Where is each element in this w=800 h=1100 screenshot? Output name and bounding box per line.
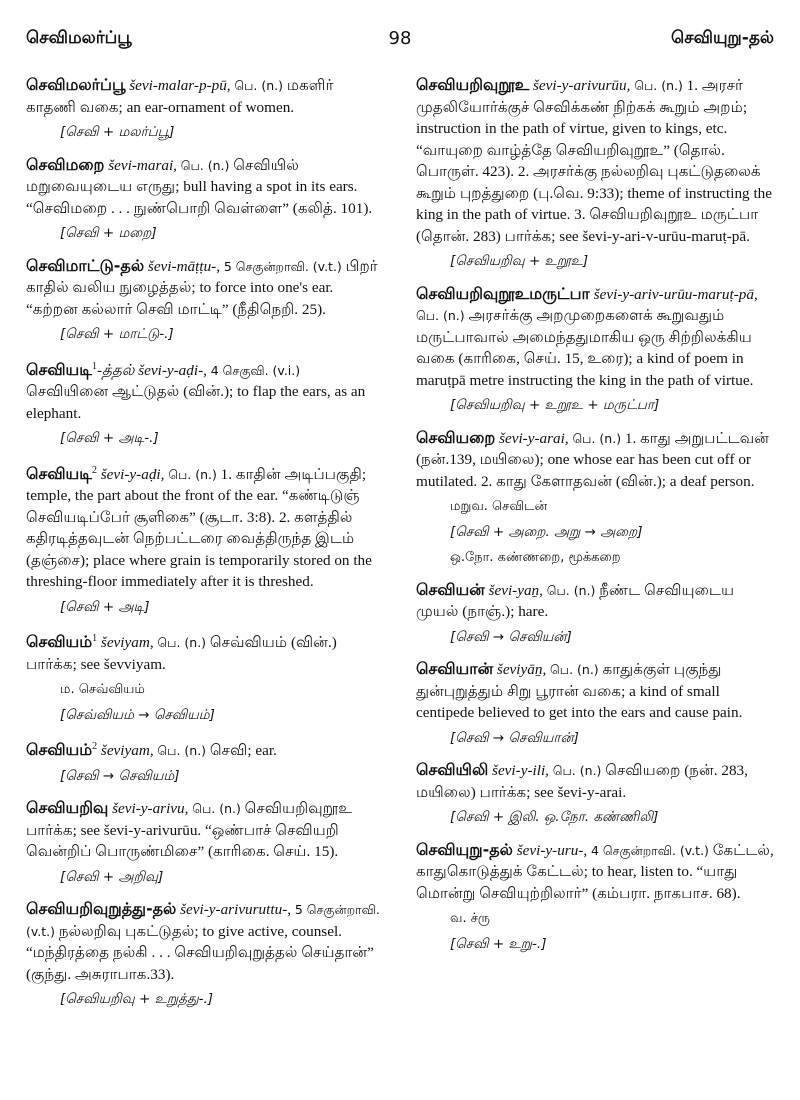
definition: செவியில் மறுவையுடைய எருது; bull having a spot in its ears. “செவிமறை . . . நுண்பொறி வெள்ளை” (கலித். 101). (26, 156, 373, 217)
transliteration: -த்தல் ševi-y-aḍi-, (96, 361, 207, 379)
headword: செவியிலி (416, 760, 489, 779)
etymology: [செவி + மறை] (60, 225, 157, 241)
definition: செவியினை ஆட்டுதல் (வின்.); to flap the ears, as an elephant. (26, 383, 366, 422)
header-right-guideword: செவியுறு-தல் (670, 28, 774, 48)
etymology: [செவி + மலர்ப்பூ] (60, 124, 175, 140)
transliteration: ševi-yaṉ, (488, 581, 543, 599)
headword: செவிமலர்ப்பூ (26, 75, 126, 94)
etymology: [செவி → செவியம்] (60, 767, 180, 784)
homonym-number: 2 (91, 464, 97, 476)
etymology: [செவியறிவு + உறூஉ] (450, 253, 589, 269)
definition: செவி; ear. (209, 742, 277, 760)
transliteration: ševi-y-arivurūu, (533, 77, 631, 94)
headword: செவியடி (26, 359, 92, 379)
etymology: [செவி + உறு-.] (450, 935, 547, 952)
dictionary-entry (26, 255, 386, 346)
grammar-label: 5 செகுன்றாவி. (v.t.) (223, 258, 342, 274)
headword: செவியறிவுறூஉ (416, 75, 530, 94)
transliteration: ševi-y-arivuruttu-, (180, 901, 292, 919)
header-left-guideword: செவிமலர்ப்பூ (26, 28, 132, 48)
transliteration: ševi-y-aḍi, (100, 465, 165, 483)
transliteration: ševiyam, (100, 634, 154, 652)
grammar-label: பெ. (n.) (546, 582, 596, 598)
dictionary-entry (26, 628, 386, 726)
page-number: 98 (388, 28, 412, 49)
etymology: [செவியறிவு + உறுத்து-.] (60, 991, 214, 1008)
headword: செவியம் (26, 740, 93, 760)
headword: செவியான் (416, 659, 494, 678)
definition: 1. காதின் அடிப்பகுதி; temple, the part about the front of the ear. “கண்டிடுஞ் செவியடிப்பேர் சூளிகை” (சூடா. 3:8). 2. களத்தில் கதிரடித்தவுடன் நெற்பட்டரை வைத்திருந்த இடம் (தஞ்சை); place where grain is temporarily stored on the threshing-floor immediately after it is threshed. (26, 465, 372, 591)
etymology: [செவி + அறிவு] (60, 868, 164, 885)
grammar-label: 5 செகுன்றாவி. (v.t.) (26, 902, 380, 939)
dictionary-entry (26, 898, 386, 1011)
definition: 1. அரசர் முதலியோர்க்குச் செவிக்கண் நிற்கக் கூறும் அறம்; instruction in the path of virtue, given to kings, etc. “வாயுறை வாழ்த்தே செவியறிவுறூஉ” (தொல். பொருள். 423). 2. அரசர்க்கு நல்லறிவு புகட்டுதலைக் கூறும் புறத்துறை (பு.வெ. 9:33); theme of instructing the king in the path of virtue. 3. செவியறிவுறூஉ மருட்பா (தொன். 283) பார்க்க; see ševi-y-ari-v-urūu-maruṭ-pā. (416, 77, 773, 245)
dictionary-entry (26, 74, 386, 144)
transliteration: ševi-marai, (108, 156, 177, 174)
right-column (416, 74, 778, 965)
dictionary-entry (416, 658, 778, 749)
left-column (26, 74, 386, 1021)
grammar-label: பெ. (n.) (634, 78, 683, 93)
definition: 1. காது அறுபட்டவன் (நன்.139, மயிலை); one whose ear has been cut off or mutilated. 2. காது கேளாதவன் (வின்.); a deaf person. (416, 429, 770, 490)
cognate-reference: வ. ச்ரு (450, 911, 490, 926)
grammar-label: பெ. (n.) (180, 157, 230, 173)
grammar-label: பெ. (n.) (192, 801, 241, 817)
grammar-label: பெ. (n.) (157, 743, 207, 759)
definition: அரசர்க்கு அறமுறைகளைக் கூறுவதும் மருட்பாவால் அமைந்ததுமாகிய ஒரு சிற்றிலக்கிய வகை (காரிகை, செய். 15, உரை); a kind of poem in maruṭpā metre instructing the king in the path of virtue. (416, 307, 754, 389)
etymology: [செவி + மாட்டு-.] (60, 326, 174, 342)
synonym-reference: மறுவ. செவிடன் (450, 499, 548, 514)
dictionary-entry (26, 154, 386, 245)
etymology: [செவி + அடி] (60, 598, 150, 615)
headword: செவியன் (416, 579, 485, 599)
definition: மகளிர் காதணி வகை; an ear-ornament of women. (26, 77, 334, 116)
definition: செவியறை (நன். 283, மயிலை) பார்க்க; see ševi-y-arai. (416, 762, 748, 801)
dictionary-entry (416, 283, 778, 417)
etymology: [செவி + அடி-.] (60, 430, 159, 447)
headword: செவியறை (416, 427, 496, 447)
grammar-label: பெ. (n.) (168, 466, 217, 482)
etymology: [செவியறிவு + உறூஉ + மருட்பா] (450, 397, 660, 413)
grammar-label: 4 செகுன்றாவி. (v.t.) (590, 842, 709, 858)
homonym-number: 1 (91, 360, 97, 372)
dictionary-entry (26, 736, 386, 787)
dictionary-entry (416, 579, 778, 649)
dictionary-entry (416, 759, 778, 829)
transliteration: ševi-y-uru-, (516, 841, 588, 859)
headword: செவிமறை (26, 154, 105, 174)
transliteration: ševi-malar-p-pū, (129, 77, 231, 94)
compare-reference: ஒ.நோ. கண்ணறை, மூக்கறை (450, 550, 621, 565)
page-header (26, 28, 774, 56)
transliteration: ševi-y-arai, (499, 429, 569, 447)
headword: செவியறிவுறுத்து-தல் (26, 899, 177, 919)
grammar-label: பெ. (n.) (572, 430, 622, 446)
grammar-label: 4 செகுவி. (v.i.) (210, 362, 301, 378)
etymology: [செவி + இலி. ஒ.நோ. கண்ணிலி] (450, 809, 659, 825)
transliteration: ševi-y-ariv-urūu-maruṭ-pā, (593, 285, 758, 303)
definition: செவ்வியம் (வின்.) பார்க்க; see ševviyam. (26, 634, 337, 673)
headword: செவியடி (26, 463, 92, 483)
transliteration: ševiyam, (100, 742, 154, 760)
etymology: [செவி → செவியன்] (450, 628, 572, 645)
transliteration: ševi-y-ili, (492, 762, 549, 779)
cognate-reference: ம. செவ்வியம் (60, 682, 145, 698)
dictionary-entry (416, 427, 778, 569)
headword: செவிமாட்டு-தல் (26, 255, 145, 275)
dictionary-entry (26, 460, 386, 619)
etymology: [செவி + அறை. அறு → அறை] (450, 523, 643, 540)
transliteration: ševi-māṭṭu-, (147, 257, 221, 275)
definition: பிறர் காதில் வலிய நுழைத்தல்; to force into one's ear. “கற்றன கல்லார் செவி மாட்டி” (நீதிநெறி. 25). (26, 257, 378, 318)
homonym-number: 2 (92, 741, 98, 753)
dictionary-entry (416, 839, 778, 956)
definition: காதுக்குள் புகுந்து துன்புறுத்தும் சிறு பூரான் வகை; a kind of small centipede believed to get into the ears and cause pain. (416, 661, 743, 721)
definition: செவியறிவுறூஉ பார்க்க; see ševi-y-arivurūu. “ஒண்பாச் செவியறி வென்றிப் பொருண்மிசை” (காரிகை. செய். 15). (26, 800, 353, 861)
grammar-label: பெ. (n.) (157, 635, 207, 651)
etymology: [செவ்வியம் → செவியம்] (60, 706, 215, 723)
etymology: [செவி → செவியான்] (450, 729, 579, 746)
grammar-label: பெ. (n.) (552, 763, 602, 778)
transliteration: ševi-y-arivu, (112, 800, 189, 818)
headword: செவியுறு-தல் (416, 839, 513, 859)
dictionary-entry (26, 797, 386, 888)
headword: செவியம் (26, 632, 93, 652)
grammar-label: பெ. (n.) (234, 78, 284, 93)
grammar-label: பெ. (n.) (416, 308, 465, 323)
homonym-number: 1 (92, 633, 98, 645)
dictionary-entry (26, 356, 386, 450)
grammar-label: பெ. (n.) (550, 662, 599, 677)
headword: செவியறிவு (26, 798, 109, 818)
headword: செவியறிவுறூஉமருட்பா (416, 283, 590, 303)
transliteration: ševiyāṉ, (496, 661, 547, 678)
definition: கேட்டல், காதுகொடுத்துக் கேட்டல்; to hear, listen to. “யாது மொன்று செவியுற்றிலார்” (கம்பரா. நாகபாச. 68). (416, 841, 774, 902)
definition: நீண்ட செவியுடைய முயல் (நாஞ்.); hare. (416, 581, 735, 620)
dictionary-entry (416, 74, 778, 273)
definition: நல்லறிவு புகட்டுதல்; to give active, counsel. “மந்திரத்தை நல்கி . . . செவியறிவுறுத்தல் செய்தான்” (குந்து. அசுராபாக.33). (26, 922, 374, 983)
